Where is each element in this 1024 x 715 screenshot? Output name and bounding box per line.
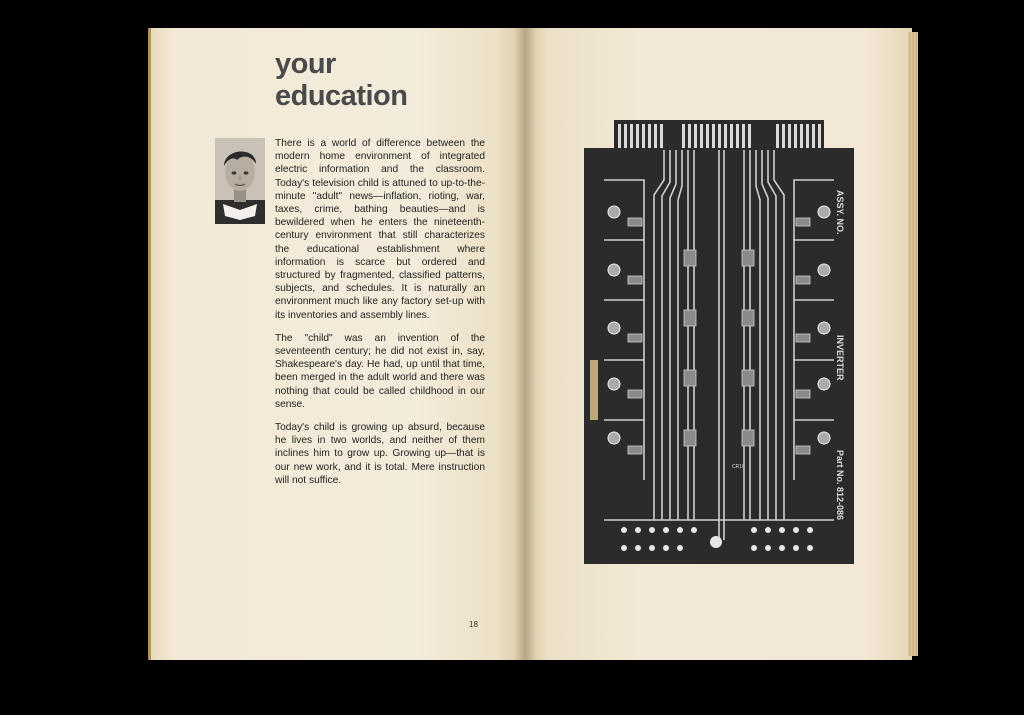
board-part-number-label: Part No. 812-086 [835,450,845,521]
paragraph-1: There is a world of difference between the modern home environment of integrated electric information and the classroom. Today's television child is attuned to up-to-the-minute "adult" news—inflation, rioting, war, taxes, crime, bathing beauties—and is bewildered when he enters the nineteenth-century environment that still characterizes the educational establishment where information is scarce but ordered and structured by fragmented, classified patterns, subjects, and schedules. It is naturally an environment much like any factory set-up with its inventories and assembly lines. [275,138,485,321]
board-name-label: INVERTER [835,335,845,381]
child-portrait-photo [215,138,265,224]
board-assy-label: ASSY. NO. [835,190,845,235]
circuit-board-photo [584,120,854,564]
paragraph-2: The "child" was an invention of the seventeenth century; he did not exist in, say, Shakespeare's day. He had, up until that time, been merged in the adult world and there was nothing that could be called childhood in our sense. [275,332,485,410]
paragraph-3: Today's child is growing up absurd, because he lives in two worlds, and neither of them inclines him to grow up. Growing up—that is our new work, and it is total. Mere instruction will not suffice. [275,422,485,486]
page-title [275,48,407,112]
title-line-1: your [275,48,336,80]
book-spine [514,28,536,660]
left-page [148,28,527,660]
title-line-2: education [275,80,408,112]
page-number: 18 [469,620,478,629]
open-book [148,28,920,660]
component-label: CR10 [732,464,745,470]
page-edges [908,32,918,656]
article-text [275,137,485,497]
